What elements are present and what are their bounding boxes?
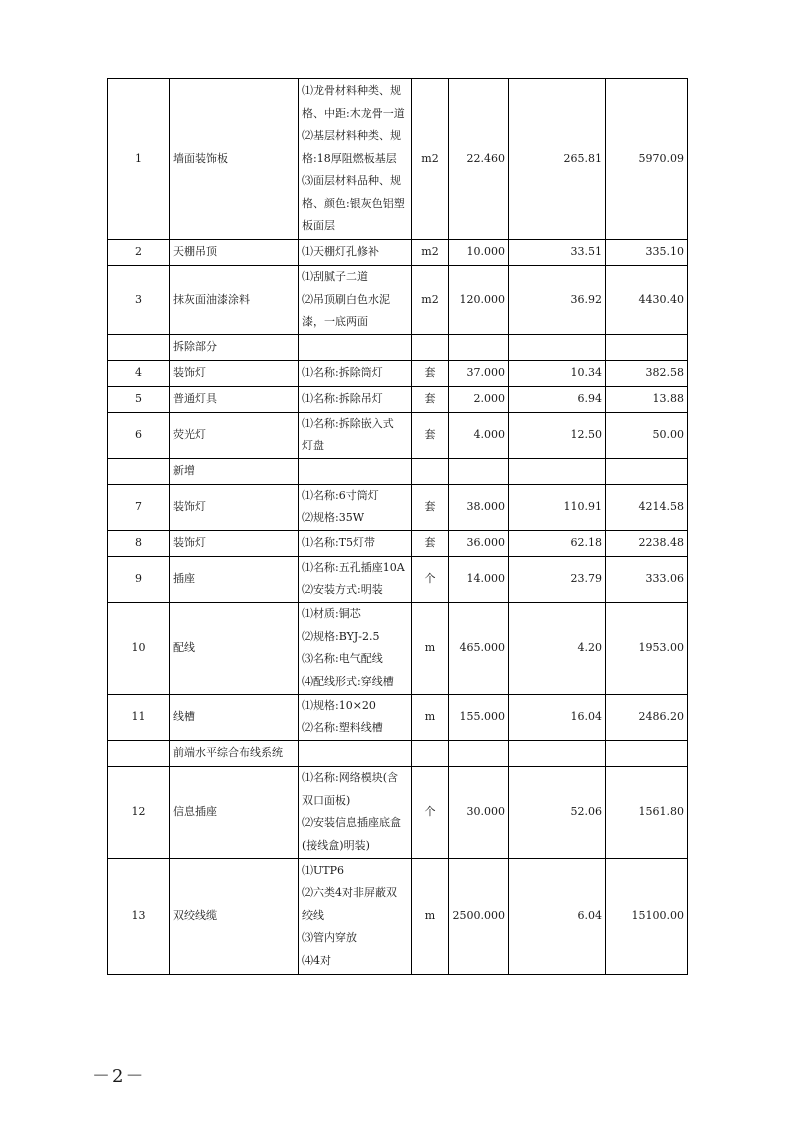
item-unit: 套 xyxy=(412,484,449,530)
item-total: 13.88 xyxy=(606,386,688,412)
item-unit-price: 6.94 xyxy=(509,386,606,412)
item-quantity: 10.000 xyxy=(449,240,509,266)
item-quantity xyxy=(449,458,509,484)
item-quantity: 155.000 xyxy=(449,694,509,740)
item-quantity: 22.460 xyxy=(449,79,509,240)
item-description: ⑴材质:铜芯 ⑵规格:BYJ-2.5 ⑶名称:电气配线 ⑷配线形式:穿线槽 xyxy=(299,602,412,694)
item-name: 拆除部分 xyxy=(170,334,299,360)
section-row xyxy=(108,334,688,360)
item-quantity: 4.000 xyxy=(449,412,509,458)
table-row xyxy=(108,266,688,335)
item-total: 333.06 xyxy=(606,556,688,602)
item-description xyxy=(299,458,412,484)
item-number xyxy=(108,334,170,360)
item-number: 13 xyxy=(108,858,170,974)
item-unit: 套 xyxy=(412,412,449,458)
item-description: ⑴规格:10×20 ⑵名称:塑料线槽 xyxy=(299,694,412,740)
section-row xyxy=(108,458,688,484)
table-body xyxy=(108,79,688,975)
item-number: 9 xyxy=(108,556,170,602)
item-unit xyxy=(412,334,449,360)
item-number xyxy=(108,740,170,766)
item-number: 8 xyxy=(108,530,170,556)
item-number: 5 xyxy=(108,386,170,412)
section-row xyxy=(108,740,688,766)
item-unit-price: 4.20 xyxy=(509,602,606,694)
item-number: 1 xyxy=(108,79,170,240)
item-unit: m xyxy=(412,602,449,694)
item-quantity: 38.000 xyxy=(449,484,509,530)
item-name: 信息插座 xyxy=(170,766,299,858)
item-name: 配线 xyxy=(170,602,299,694)
item-description: ⑴天棚灯孔修补 xyxy=(299,240,412,266)
item-unit-price: 110.91 xyxy=(509,484,606,530)
item-quantity: 2500.000 xyxy=(449,858,509,974)
table-row xyxy=(108,766,688,858)
item-total: 1561.80 xyxy=(606,766,688,858)
item-quantity: 120.000 xyxy=(449,266,509,335)
item-unit-price: 6.04 xyxy=(509,858,606,974)
table-row xyxy=(108,602,688,694)
item-unit xyxy=(412,740,449,766)
item-number: 6 xyxy=(108,412,170,458)
item-unit: 套 xyxy=(412,386,449,412)
item-name: 装饰灯 xyxy=(170,484,299,530)
item-number xyxy=(108,458,170,484)
item-description: ⑴名称:6寸筒灯 ⑵规格:35W xyxy=(299,484,412,530)
table-row xyxy=(108,694,688,740)
item-total: 15100.00 xyxy=(606,858,688,974)
item-unit: 套 xyxy=(412,530,449,556)
item-name: 墙面装饰板 xyxy=(170,79,299,240)
quantity-table xyxy=(107,78,688,975)
item-description: ⑴名称:五孔插座10A ⑵安装方式:明装 xyxy=(299,556,412,602)
item-number: 2 xyxy=(108,240,170,266)
item-name: 装饰灯 xyxy=(170,530,299,556)
table-row xyxy=(108,484,688,530)
item-name: 装饰灯 xyxy=(170,360,299,386)
item-description xyxy=(299,740,412,766)
item-description xyxy=(299,334,412,360)
item-unit-price: 52.06 xyxy=(509,766,606,858)
item-unit-price: 23.79 xyxy=(509,556,606,602)
item-quantity xyxy=(449,740,509,766)
item-description: ⑴UTP6 ⑵六类4对非屏蔽双 绞线 ⑶管内穿放 ⑷4对 xyxy=(299,858,412,974)
item-name: 抹灰面油漆涂料 xyxy=(170,266,299,335)
item-unit: 个 xyxy=(412,766,449,858)
item-unit: 套 xyxy=(412,360,449,386)
page-number: －2－ xyxy=(92,1066,146,1087)
item-total xyxy=(606,740,688,766)
table-row xyxy=(108,386,688,412)
item-unit-price: 12.50 xyxy=(509,412,606,458)
table-row xyxy=(108,240,688,266)
item-number: 7 xyxy=(108,484,170,530)
item-number: 11 xyxy=(108,694,170,740)
item-total: 1953.00 xyxy=(606,602,688,694)
table-row xyxy=(108,412,688,458)
item-unit: m2 xyxy=(412,240,449,266)
item-total: 50.00 xyxy=(606,412,688,458)
item-unit: m2 xyxy=(412,79,449,240)
item-number: 3 xyxy=(108,266,170,335)
item-quantity xyxy=(449,334,509,360)
item-name: 前端水平综合布线系统 xyxy=(170,740,299,766)
item-quantity: 14.000 xyxy=(449,556,509,602)
item-number: 12 xyxy=(108,766,170,858)
item-unit: m xyxy=(412,694,449,740)
table-row xyxy=(108,360,688,386)
table-row xyxy=(108,530,688,556)
item-total xyxy=(606,334,688,360)
item-description: ⑴刮腻子二道 ⑵吊顶刷白色水泥 漆，一底两面 xyxy=(299,266,412,335)
item-unit-price: 62.18 xyxy=(509,530,606,556)
item-unit: 个 xyxy=(412,556,449,602)
item-unit-price: 10.34 xyxy=(509,360,606,386)
item-name: 荧光灯 xyxy=(170,412,299,458)
item-total: 2486.20 xyxy=(606,694,688,740)
item-unit-price xyxy=(509,458,606,484)
table-row xyxy=(108,556,688,602)
item-number: 10 xyxy=(108,602,170,694)
item-quantity: 30.000 xyxy=(449,766,509,858)
item-unit xyxy=(412,458,449,484)
item-name: 天棚吊顶 xyxy=(170,240,299,266)
item-total: 2238.48 xyxy=(606,530,688,556)
item-description: ⑴名称:T5灯带 xyxy=(299,530,412,556)
item-total: 4214.58 xyxy=(606,484,688,530)
item-quantity: 36.000 xyxy=(449,530,509,556)
item-unit-price: 36.92 xyxy=(509,266,606,335)
item-total xyxy=(606,458,688,484)
item-unit-price: 16.04 xyxy=(509,694,606,740)
item-unit-price xyxy=(509,334,606,360)
item-description: ⑴名称:网络模块(含 双口面板) ⑵安装信息插座底盒 (接线盒)明装) xyxy=(299,766,412,858)
item-name: 普通灯具 xyxy=(170,386,299,412)
item-description: ⑴龙骨材料种类、规 格、中距:木龙骨一道 ⑵基层材料种类、规 格:18厚阻燃板基层 ⑶面层材料品种、规 格、颜色:银灰色铝塑 板面层 xyxy=(299,79,412,240)
item-description: ⑴名称:拆除筒灯 xyxy=(299,360,412,386)
item-total: 382.58 xyxy=(606,360,688,386)
item-total: 4430.40 xyxy=(606,266,688,335)
item-quantity: 37.000 xyxy=(449,360,509,386)
table-row xyxy=(108,858,688,974)
item-name: 线槽 xyxy=(170,694,299,740)
item-unit-price: 33.51 xyxy=(509,240,606,266)
item-description: ⑴名称:拆除吊灯 xyxy=(299,386,412,412)
table-row xyxy=(108,79,688,240)
item-quantity: 465.000 xyxy=(449,602,509,694)
item-unit: m2 xyxy=(412,266,449,335)
item-total: 335.10 xyxy=(606,240,688,266)
item-name: 新增 xyxy=(170,458,299,484)
item-number: 4 xyxy=(108,360,170,386)
item-name: 双绞线缆 xyxy=(170,858,299,974)
item-unit-price xyxy=(509,740,606,766)
item-total: 5970.09 xyxy=(606,79,688,240)
item-quantity: 2.000 xyxy=(449,386,509,412)
item-unit-price: 265.81 xyxy=(509,79,606,240)
item-description: ⑴名称:拆除嵌入式 灯盘 xyxy=(299,412,412,458)
item-unit: m xyxy=(412,858,449,974)
item-name: 插座 xyxy=(170,556,299,602)
